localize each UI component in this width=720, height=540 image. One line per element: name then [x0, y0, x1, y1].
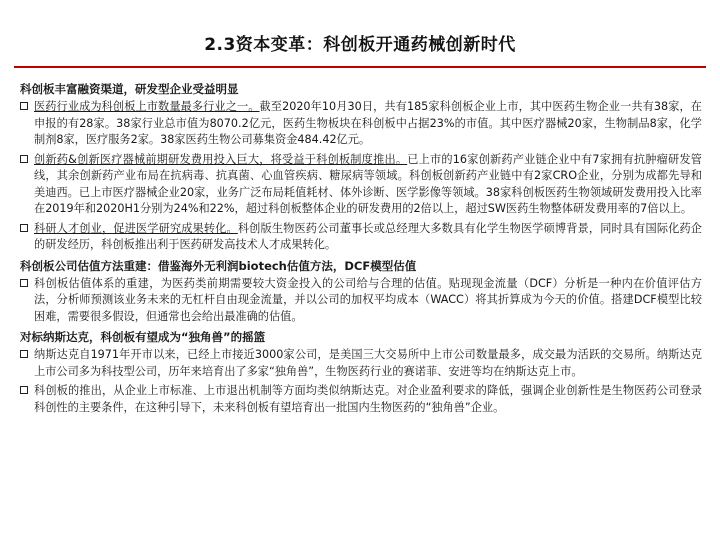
bullet-lead: 医药行业成为科创板上市数量最多行业之一。: [34, 100, 260, 113]
checkbox-bullet-icon: [20, 224, 28, 232]
bullet-text: 科创板的推出，从企业上市标准、上市退出机制等方面均类似纳斯达克。对企业盈利要求的降低，强调企业创新性是生物医药公司登录科创性的主要条件，在这种引导下，未来科创板有望培育出一批国内生物医药的“独角兽”企业。: [34, 384, 702, 414]
checkbox-bullet-icon: [20, 350, 28, 358]
checkbox-bullet-icon: [20, 279, 28, 287]
title-divider: [14, 66, 706, 68]
bullet-lead: 科研人才创业，促进医学研究成果转化。: [34, 221, 238, 235]
bullet-3-1: [20, 347, 702, 380]
bullet-1-2: [20, 152, 702, 218]
bullet-text: 科创板估值体系的重建，为医药类前期需要较大资金投入的公司给与合理的估值。贴现现金流量（DCF）分析是一种内在价值评估方法，分析师预测该业务未来的无杠杆自由现金流量，并以公司的加权平均成本（WACC）将其折算成为今天的价值。搭建DCF模型比较困难，需要很多假设，但通常也会给出最准确的估值。: [34, 276, 702, 323]
checkbox-bullet-icon: [20, 102, 28, 110]
bullet-1-1: [20, 99, 702, 149]
bullet-text: 截至2020年10月30日，共有185家科创板企业上市，其中医药生物企业一共有38家，在申报的有28家。38家行业总市值为8070.2亿元，医药生物板块在科创板中占据23%的市值。其中医疗器械20家，生物制品8家，化学制剂8家，医疗服务2家。38家医药生物公司募集资金484.42亿元。: [34, 100, 702, 146]
slide-body: [20, 80, 702, 419]
bullet-1-3: [20, 221, 702, 254]
bullet-2-1: [20, 276, 702, 326]
section-heading-1: 科创板丰富融资渠道，研发型企业受益明显: [20, 82, 239, 96]
section-heading-3: 对标纳斯达克，科创板有望成为“独角兽”的摇篮: [20, 330, 266, 344]
section-heading-2: 科创板公司估值方法重建：借鉴海外无利润biotech估值方法，DCF模型估值: [20, 258, 417, 273]
bullet-lead: 创新药&创新医疗器械前期研发费用投入巨大，将受益于科创板制度推出。: [34, 152, 408, 166]
checkbox-bullet-icon: [20, 155, 28, 163]
bullet-3-2: [20, 383, 702, 416]
bullet-text: 纳斯达克自1971年开市以来，已经上市接近3000家公司，是美国三大交易所中上市公司数量最多，成交最为活跃的交易所。纳斯达克上市公司多为科技型公司，历年来培育出了多家“独角兽”，生物医药行业的赛诺菲、安进等均在纳斯达克上市。: [34, 348, 702, 378]
bullet-text: 已上市的16家创新药产业链企业中有7家拥有抗肿瘤研发管线，其余创新药产业布局在抗病毒、抗真菌、心血管疾病、糖尿病等领域。科创板创新药产业链中有2家CRO企业，分别为成都先导和美迪西。已上市医疗器械企业20家，业务广泛布局耗值耗材、体外诊断、医学影像等领域。38家科创板医药生物领域研发费用投入比率在2019年和2020H1分别为24%和22%，超过科创板整体企业的研发费用的2倍以上，超过SW医药生物整体研发费用率的7倍以上。: [34, 152, 702, 215]
slide-title: 2.3资本变革：科创板开通药械创新时代: [204, 35, 516, 55]
bullet-text: 科创版生物医药公司董事长或总经理大多数具有化学生物医学硕博背景，同时具有国际化药企的研发经历，科创板推出利于医药研发高技术人才成果转化。: [34, 221, 702, 251]
checkbox-bullet-icon: [20, 386, 28, 394]
